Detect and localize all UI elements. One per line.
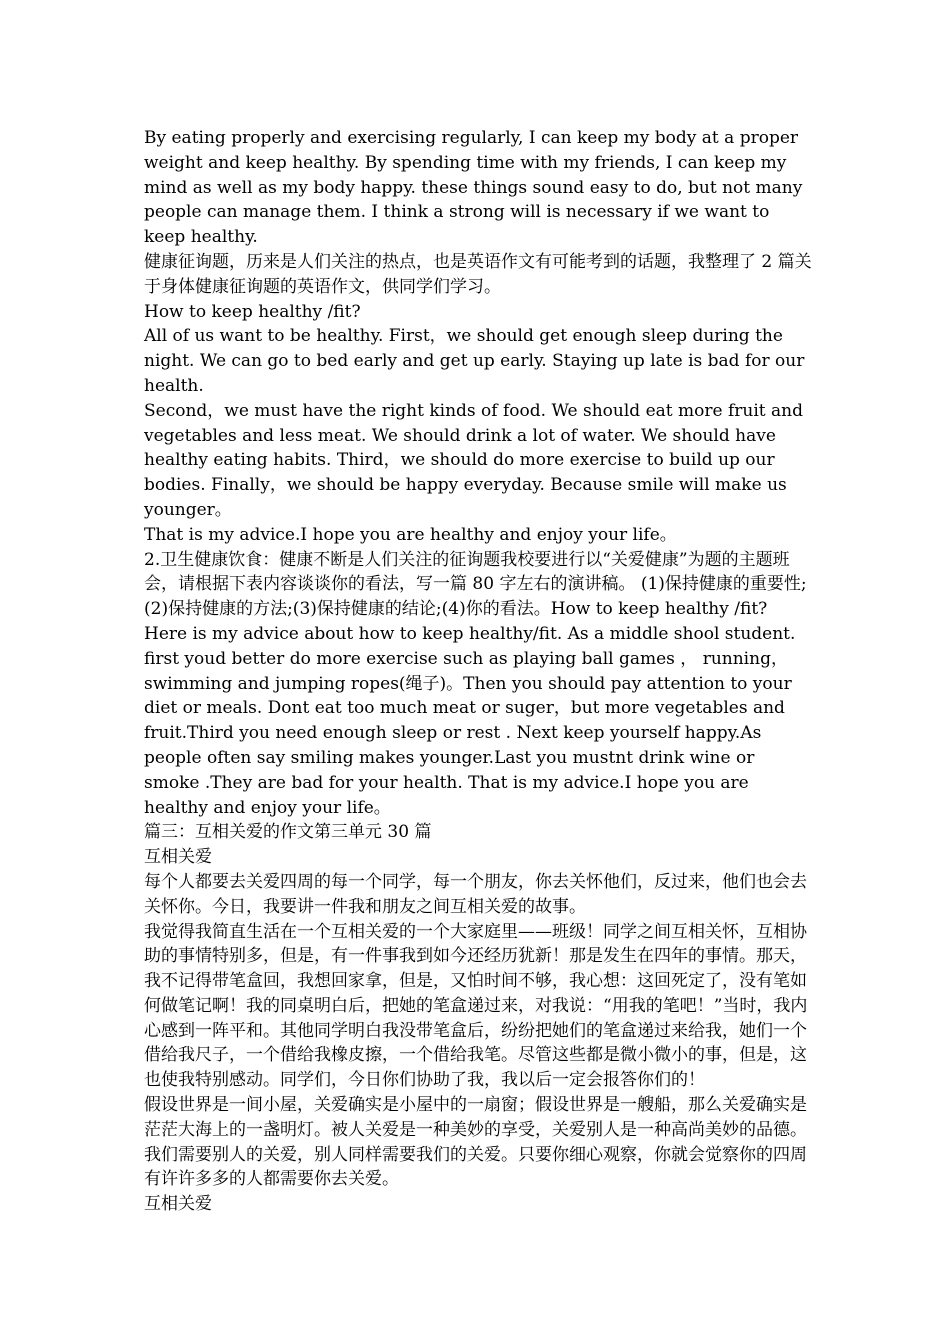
- heading-how-to-keep-healthy: How to keep healthy /fit?: [144, 301, 361, 322]
- paragraph-need-care: 我们需要别人的关爱，别人同样需要我们的关爱。只要你细心观察，你就会觉察你的四周有许许多多的人都需要你去关爱。: [144, 1144, 807, 1190]
- paragraph-class-story: 我觉得我简直生活在一个互相关爱的一个大家庭里——班级！同学之间互相关怀，互相协助的事情特别多，但是，有一件事我到如今还经历犹新！那是发生在四年的事情。那天，我不记得带笔盒回，我想回家拿，但是，又怕时间不够，我心想：这回死定了，没有笔如何做笔记啊！我的同桌明白后，把她的笔盒递过来，对我说：“用我的笔吧！”当时，我内心感到一阵平和。其他同学明白我没带笔盒后，纷纷把她们的笔盒递过来给我，她们一个借给我尺子，一个借给我橡皮擦，一个借给我笔。尽管这些都是微小微小的事，但是，这也使我特别感动。同学们，今日你们协助了我，我以后一定会报答你们的！: [144, 921, 808, 1091]
- heading-mutual-care-2: 互相关爱: [144, 1194, 212, 1215]
- heading-part-three: 篇三：互相关爱的作文第三单元 30 篇: [144, 822, 432, 843]
- document-body: [144, 126, 812, 1217]
- paragraph-care-for-classmates: 每个人都要去关爱四周的每一个同学，每一个朋友，你去关怀他们，反过来，他们也会去关怀你。今日，我要讲一件我和朋友之间互相关爱的故事。: [144, 871, 807, 917]
- heading-mutual-care: 互相关爱: [144, 847, 212, 868]
- paragraph-world-metaphor: 假设世界是一间小屋，关爱确实是小屋中的一扇窗；假设世界是一艘船，那么关爱确实是茫茫大海上的一盏明灯。被人关爱是一种美妙的享受，关爱别人是一种高尚美妙的品德。: [144, 1095, 807, 1140]
- paragraph-middle-school-advice: Here is my advice about how to keep healthy/fit. As a middle shool student. first youd better do more exercise such as playing ball games ， running， swimming and jumping ropes(绳子)。Then you should pay attention to your diet or meals. Dont eat too much meat or suger，but more vegetables and fruit.Third you need enough sleep or rest . Next keep yourself happy.As people often say smiling makes younger.Last you mustnt drink wine or smoke .They are bad for your health. That is my advice.I hope you are healthy and enjoy your life。: [144, 623, 796, 818]
- paragraph-healthy-summary: By eating properly and exercising regularly, I can keep my body at a proper weight and keep healthy. By spending time with my friends, I can keep my mind as well as my body happy. these things sound easy to do, but not many people can manage them. I think a strong will is necessary if we want to keep healthy.: [144, 128, 803, 248]
- paragraph-sleep-advice: All of us want to be healthy. First，we should get enough sleep during the night. We can go to bed early and get up early. Staying up late is bad for our health.: [144, 326, 805, 396]
- paragraph-essay-prompt: 2.卫生健康饮食：健康不断是人们关注的征询题我校要进行以“关爱健康”为题的主题班会，请根据下表内容谈谈你的看法，写一篇 80 字左右的演讲稿。 (1)保持健康的重要性;(2)保持健康的方法;(3)保持健康的结论;(4)你的看法。How to keep healthy /fit?: [144, 549, 807, 620]
- paragraph-intro-health-topic: 健康征询题，历来是人们关注的热点，也是英语作文有可能考到的话题，我整理了 2 篇关于身体健康征询题的英语作文，供同学们学习。: [144, 251, 812, 297]
- paragraph-closing-advice: That is my advice.I hope you are healthy and enjoy your life。: [144, 524, 677, 545]
- paragraph-food-exercise-advice: Second，we must have the right kinds of food. We should eat more fruit and vegetables and less meat. We should drink a lot of water. We should have healthy eating habits. Third，we should do more exercise to build up our bodies. Finally，we should be happy everyday. Because smile will make us younger。: [144, 400, 803, 520]
